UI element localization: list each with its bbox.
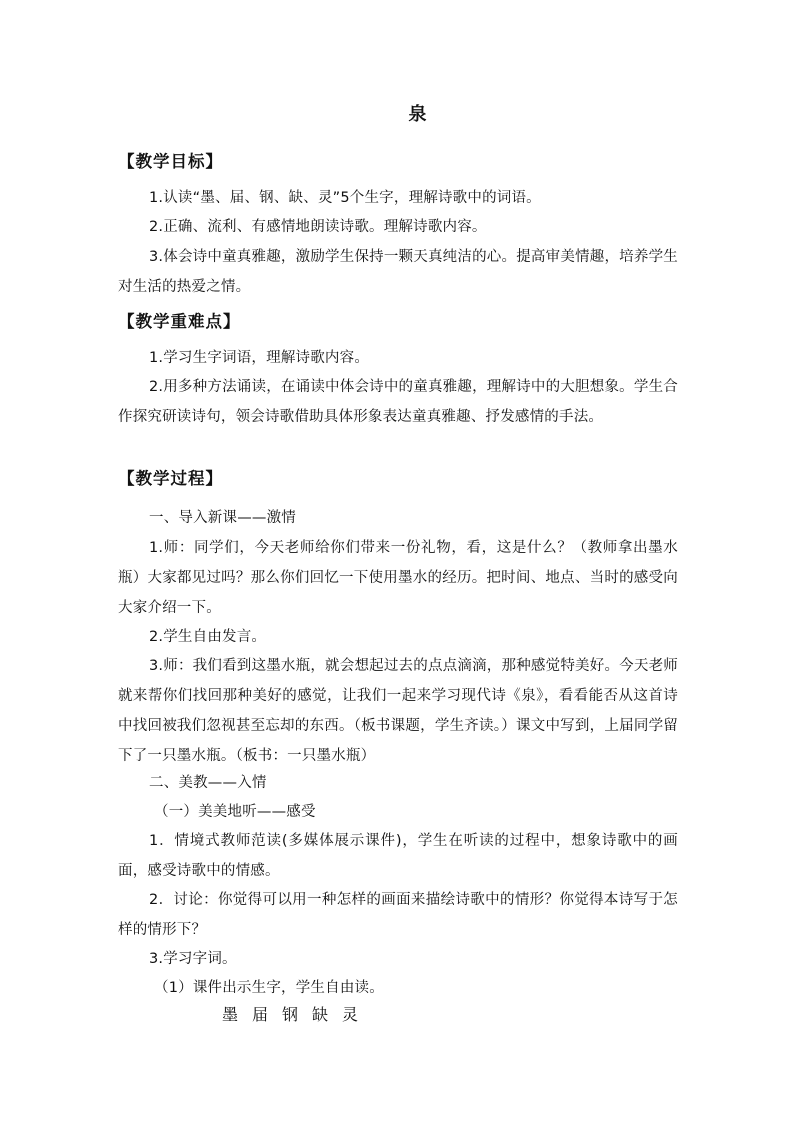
part2-item-1: 1．情境式教师范读(多媒体展示课件)，学生在听读的过程中，想象诗歌中的画面，感受诗歌中的情感。 [118,833,678,879]
key-point-item-2: 2.用多种方法诵读，在诵读中体会诗中的童真雅趣，理解诗中的大胆想象。学生合作探究研读诗句，领会诗歌借助具体形象表达童真雅趣、抒发感情的手法。 [118,379,678,425]
goal-item-3: 3.体会诗中童真雅趣，激励学生保持一颗天真纯洁的心。提高审美情趣，培养学生对生活的热爱之情。 [118,249,678,295]
new-characters: 墨届钢缺灵 [222,1005,373,1024]
part1-item-3: 3.师：我们看到这墨水瓶，就会想起过去的点点滴滴，那种感觉特美好。今天老师就来帮你们找回那种美好的感觉，让我们一起来学习现代诗《泉》，看看能否从这首诗中找回被我们忽视甚至忘却的东西。（板书课题，学生齐读。）课文中写到，上届同学留下了一只墨水瓶。（板书：一只墨水瓶） [118,658,678,764]
part2-item-3: 3.学习字词。 [149,951,237,967]
goal-item-2: 2.正确、流利、有感情地朗读诗歌。理解诗歌内容。 [149,219,487,235]
key-point-item-1: 1.学习生字词语，理解诗歌内容。 [149,350,370,366]
part1-title: 一、导入新课——激情 [149,510,296,526]
part2-item-2: 2．讨论：你觉得可以用一种怎样的画面来描绘诗歌中的情形？你觉得本诗写于怎样的情形下？ [118,892,678,938]
part1-item-2: 2.学生自由发言。 [149,629,267,645]
document-title: 泉 [408,104,428,125]
goal-item-1: 1.认读“墨、届、钢、缺、灵”5个生字，理解诗歌中的词语。 [149,190,541,206]
part1-item-1: 1.师：同学们，今天老师给你们带来一份礼物，看，这是什么？（教师拿出墨水瓶）大家都见过吗？那么你们回忆一下使用墨水的经历。把时间、地点、当时的感受向大家介绍一下。 [118,540,678,616]
part2-title: 二、美教——入情 [149,775,267,791]
key-points-heading: 【教学重难点】 [118,312,241,331]
part2-subtitle: （一）美美地听——感受 [154,804,316,820]
part2-item-4: （1）课件出示生字，学生自由读。 [154,980,384,996]
process-heading: 【教学过程】 [118,469,223,488]
goals-heading: 【教学目标】 [118,152,223,171]
